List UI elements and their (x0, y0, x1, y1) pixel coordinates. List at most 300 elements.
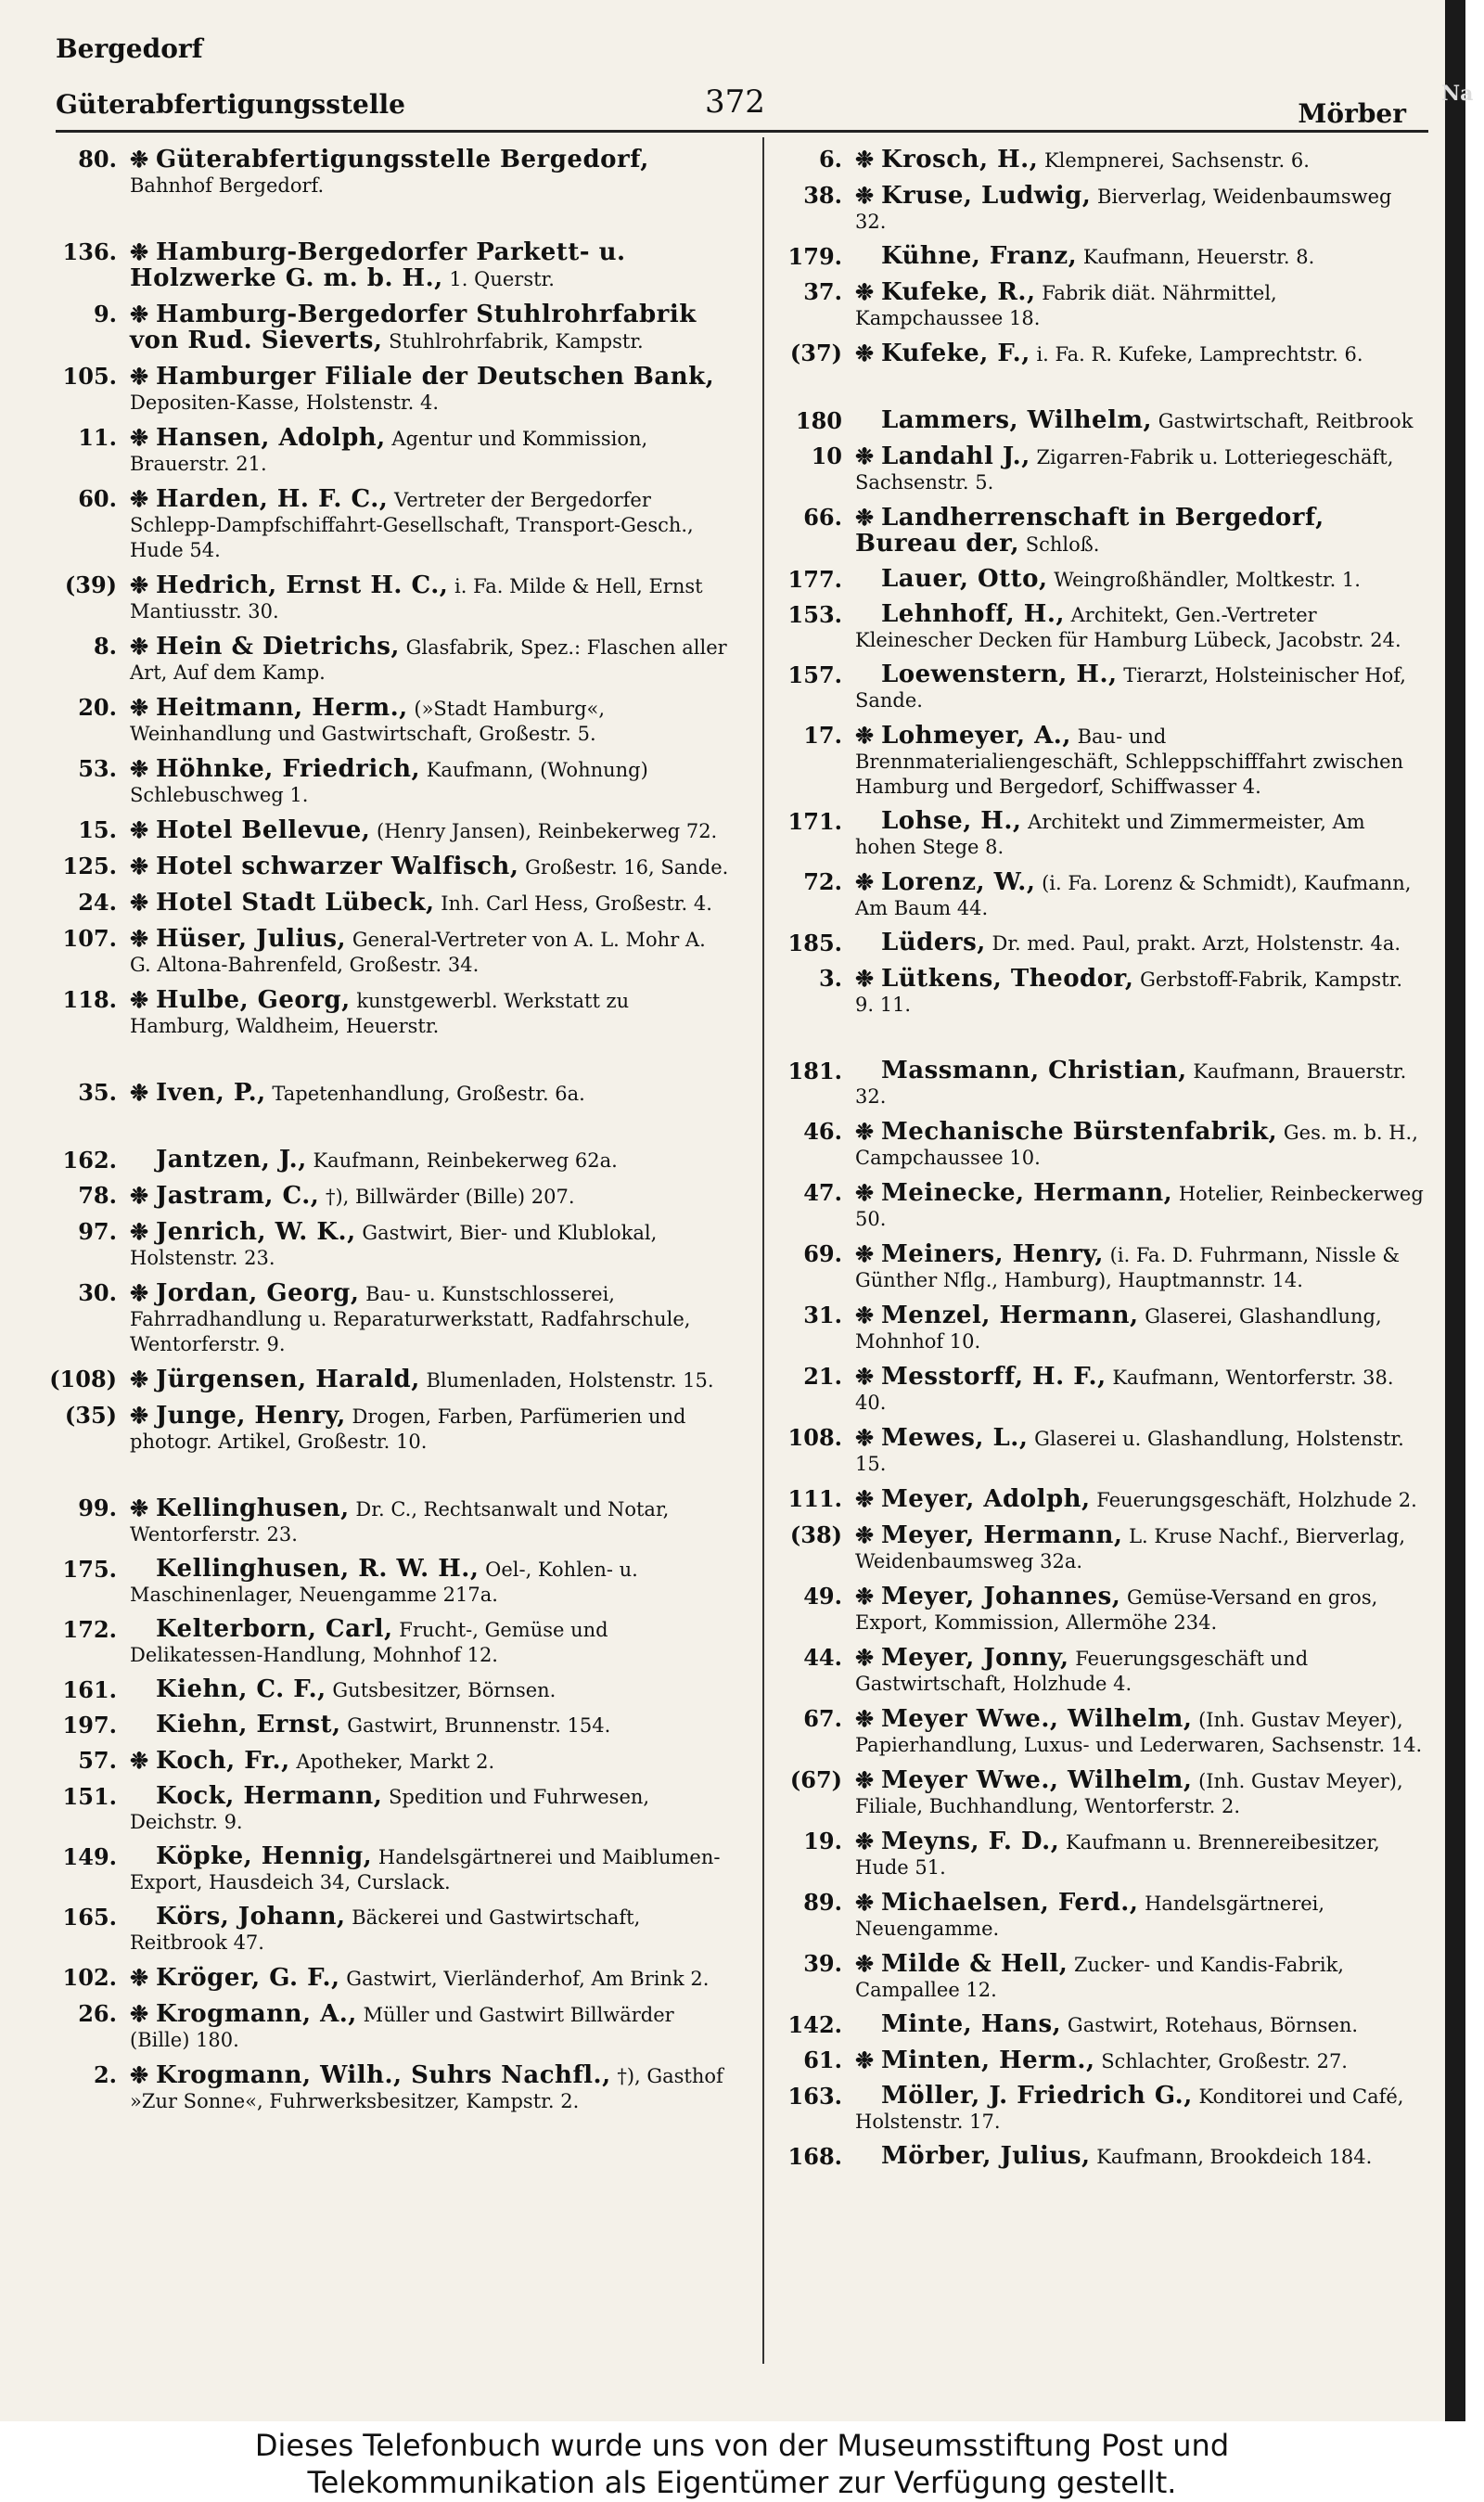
entry-number: 8. (93, 633, 117, 660)
entry-description: Klempnerei, Sachsenstr. 6. (1043, 149, 1310, 172)
directory-entry (770, 662, 1426, 713)
entry-description: Handelsgärtnerei, Neuengamme. (855, 1893, 1325, 1940)
entry-name: Mörber, Julius, (881, 2142, 1091, 2170)
entry-description: Feuerungsgeschäft und Gastwirtschaft, Holzhude 4. (855, 1648, 1309, 1695)
entry-number: 2. (93, 2061, 117, 2088)
telephone-mark-icon: ❉ (855, 1766, 875, 1793)
telephone-mark-icon: ❉ (130, 1366, 149, 1392)
directory-entry (45, 1495, 731, 1547)
directory-entry (45, 1713, 731, 1739)
entry-spacer (45, 1116, 731, 1148)
entry-name: Hamburg-Bergedorfer Parkett- u. Holzwerke G. m. b. H., (130, 238, 626, 292)
entry-name: Kellinghusen, R. W. H., (156, 1555, 480, 1583)
directory-entry (770, 809, 1426, 860)
entry-number: 105. (62, 363, 117, 390)
telephone-mark-icon: ❉ (855, 722, 875, 749)
entry-name: Kruse, Ludwig, (881, 182, 1092, 210)
directory-entry (770, 1180, 1426, 1232)
entry-name: Hansen, Adolph, (156, 424, 386, 452)
entry-number: 10 (811, 443, 842, 469)
entry-name: Loewenstern, H., (881, 661, 1118, 688)
entry-name: Jenrich, W. K., (156, 1218, 356, 1246)
telephone-mark-icon: ❉ (130, 694, 149, 721)
entry-description: Hotelier, Reinbeckerweg 50. (855, 1183, 1424, 1230)
entry-number: 11. (78, 424, 117, 451)
entry-number: 69. (803, 1240, 842, 1267)
entry-body (130, 1713, 731, 1739)
entry-body (855, 1767, 1426, 1819)
directory-entry (45, 1366, 731, 1393)
directory-entry (770, 1302, 1426, 1354)
entry-name: Kufeke, R., (881, 278, 1036, 306)
entry-body (130, 364, 731, 416)
telephone-mark-icon: ❉ (130, 2000, 149, 2027)
entry-name: Kiehn, Ernst, (156, 1711, 341, 1739)
entry-number: 57. (78, 1747, 117, 1774)
entry-body (130, 486, 731, 563)
entry-body (855, 147, 1426, 173)
entry-spacer (45, 1048, 731, 1080)
directory-entry (45, 2062, 731, 2114)
entry-description: Bau- und Brennmaterialiengeschäft, Schleppschifffahrt zwischen Hamburg und Bergedorf, Schiffwasser 4. (855, 725, 1404, 798)
directory-entry (45, 1080, 731, 1107)
entry-description: Konditorei und Café, Holstenstr. 17. (855, 2085, 1404, 2133)
entry-body (130, 1905, 731, 1956)
entry-number: 60. (78, 485, 117, 512)
entry-number: 72. (803, 868, 842, 895)
directory-entry (45, 1844, 731, 1895)
page-first-entry-heading: Güterabfertigungsstelle (56, 89, 405, 120)
entry-body (130, 1844, 731, 1895)
entry-body (855, 1890, 1426, 1942)
directory-entry (770, 2144, 1426, 2170)
entry-description: kunstgewerbl. Werkstatt zu Hamburg, Waldheim, Heuerstr. (130, 990, 630, 1037)
directory-entry (45, 1183, 731, 1210)
entry-name: Kock, Hermann, (156, 1782, 383, 1810)
entry-number: 179. (787, 243, 842, 270)
telephone-mark-icon: ❉ (855, 443, 875, 469)
telephone-mark-icon: ❉ (855, 1424, 875, 1451)
entry-body (130, 1219, 731, 1271)
entry-description: Fabrik diät. Nährmittel, Kampchaussee 18. (855, 282, 1277, 329)
entry-body (855, 1241, 1426, 1293)
entry-body (855, 2012, 1426, 2038)
entry-number: 157. (787, 661, 842, 688)
entry-description: Gastwirt, Vierländerhof, Am Brink 2. (346, 1968, 710, 1990)
entry-name: Kelterborn, Carl, (156, 1615, 393, 1643)
entry-body (855, 2084, 1426, 2135)
directory-entry (45, 1280, 731, 1357)
directory-entry (770, 1522, 1426, 1574)
entry-number: 99. (78, 1495, 117, 1521)
entry-body (130, 756, 731, 808)
adjacent-page-edge (1445, 0, 1465, 2421)
entry-name: Hüser, Julius, (156, 925, 347, 953)
entry-name: Möller, J. Friedrich G., (881, 2082, 1193, 2110)
entry-name: Lammers, Wilhelm, (881, 406, 1153, 434)
telephone-mark-icon: ❉ (855, 340, 875, 366)
entry-name: Kellinghusen, (156, 1495, 350, 1522)
directory-entry (770, 1241, 1426, 1293)
entry-body (130, 1495, 731, 1547)
telephone-mark-icon: ❉ (130, 986, 149, 1013)
telephone-mark-icon: ❉ (130, 1402, 149, 1429)
directory-entry (45, 1403, 731, 1455)
directory-entry (770, 279, 1426, 331)
entry-number: 97. (78, 1218, 117, 1245)
entry-name: Meyns, F. D., (881, 1828, 1060, 1855)
entry-number: 24. (78, 889, 117, 916)
entry-body (855, 244, 1426, 270)
entry-number: 142. (787, 2011, 842, 2038)
entry-body (855, 1486, 1426, 1513)
entry-description: Spedition und Fuhrwesen, Deichstr. 9. (130, 1786, 650, 1833)
entry-description: Zucker- und Kandis-Fabrik, Campallee 12. (855, 1954, 1344, 2001)
entry-body (855, 1645, 1426, 1697)
entry-name: Höhnke, Friedrich, (156, 755, 421, 783)
entry-body (855, 505, 1426, 558)
telephone-mark-icon: ❉ (855, 2047, 875, 2073)
telephone-mark-icon: ❉ (130, 633, 149, 660)
telephone-mark-icon: ❉ (855, 1950, 875, 1977)
directory-entry (770, 1767, 1426, 1819)
entry-description: Dr. med. Paul, prakt. Arzt, Holstenstr. 4a. (991, 932, 1401, 955)
entry-description: Feuerungsgeschäft, Holzhude 2. (1096, 1489, 1417, 1511)
entry-description: Glasfabrik, Spez.: Flaschen aller Art, Auf dem Kamp. (130, 636, 727, 684)
entry-description: Gutsbesitzer, Börnsen. (332, 1679, 556, 1701)
entry-body (130, 1183, 731, 1210)
telephone-mark-icon: ❉ (130, 363, 149, 390)
entry-body (855, 869, 1426, 921)
entry-body (855, 567, 1426, 593)
entry-description: Kaufmann u. Brennereibesitzer, Hude 51. (855, 1831, 1380, 1879)
telephone-mark-icon: ❉ (130, 2061, 149, 2088)
entry-description: Weingroßhändler, Moltkestr. 1. (1054, 569, 1361, 591)
entry-name: Güterabfertigungsstelle Bergedorf, (156, 146, 649, 173)
entry-number: 118. (62, 986, 117, 1013)
entry-description: Dr. C., Rechtsanwalt und Notar, Wentorferstr. 23. (130, 1498, 670, 1546)
directory-entry (770, 567, 1426, 593)
entry-number: 46. (803, 1118, 842, 1145)
entry-description: Tapetenhandlung, Großestr. 6a. (272, 1083, 585, 1105)
entry-number: 20. (78, 694, 117, 721)
entry-name: Minte, Hans, (881, 2010, 1062, 2038)
directory-entry (45, 1905, 731, 1956)
directory-entry (45, 1148, 731, 1174)
footer-line-1: Dieses Telefonbuch wurde uns von der Museumsstiftung Post und (254, 2428, 1230, 2463)
directory-entry (45, 147, 731, 199)
entry-number: 125. (62, 853, 117, 879)
entry-number: (37) (789, 340, 842, 366)
entry-name: Meyer Wwe., Wilhelm, (881, 1766, 1193, 1794)
telephone-mark-icon: ❉ (130, 925, 149, 952)
directory-entry (45, 1219, 731, 1271)
directory-entry (45, 364, 731, 416)
entry-number: 172. (62, 1616, 117, 1643)
entry-description: Kaufmann, Brauerstr. 32. (855, 1060, 1407, 1108)
entry-body (855, 2144, 1426, 2170)
entry-name: Jantzen, J., (156, 1146, 307, 1174)
entry-name: Minten, Herm., (881, 2047, 1095, 2074)
entry-name: Jastram, C., (156, 1182, 320, 1210)
telephone-mark-icon: ❉ (855, 868, 875, 895)
entry-number: 107. (62, 925, 117, 952)
directory-entry (770, 1890, 1426, 1942)
page-last-entry-heading: Mörber (1298, 98, 1406, 129)
entry-body (855, 809, 1426, 860)
telephone-mark-icon: ❉ (855, 1583, 875, 1610)
entry-description: Müller und Gastwirt Billwärder (Bille) 180. (130, 2004, 674, 2051)
entry-body (130, 890, 731, 917)
entry-number: 185. (787, 930, 842, 956)
entry-body (130, 572, 731, 624)
directory-entry (45, 756, 731, 808)
entry-description: Apotheker, Markt 2. (296, 1751, 495, 1773)
entry-spacer (770, 1027, 1426, 1059)
entry-number: 9. (93, 301, 117, 327)
entry-number: 80. (78, 146, 117, 173)
header-rule (56, 130, 1428, 133)
entry-name: Meyer Wwe., Wilhelm, (881, 1705, 1193, 1733)
directory-entry (45, 2001, 731, 2053)
entry-description: Kaufmann, Wentorferstr. 38. 40. (855, 1366, 1394, 1414)
directory-entry (770, 340, 1426, 367)
entry-body (855, 443, 1426, 495)
directory-entry (770, 966, 1426, 1018)
entry-body (855, 1119, 1426, 1171)
entry-name: Meiners, Henry, (881, 1240, 1104, 1268)
entry-body (855, 723, 1426, 800)
entry-name: Krogmann, Wilh., Suhrs Nachfl., (156, 2061, 611, 2089)
entry-description: Agentur und Kommission, Brauerstr. 21. (130, 428, 648, 475)
entry-number: 67. (803, 1705, 842, 1732)
entry-name: Lauer, Otto, (881, 565, 1048, 593)
telephone-mark-icon: ❉ (855, 1485, 875, 1512)
entry-body (130, 987, 731, 1039)
entry-body (855, 1425, 1426, 1477)
entry-name: Landherrenschaft in Bergedorf, Bureau der, (855, 504, 1324, 558)
entry-description: Inh. Carl Hess, Großestr. 4. (441, 892, 712, 915)
directory-entry (45, 634, 731, 686)
entry-number: 149. (62, 1843, 117, 1870)
entry-number: 66. (803, 504, 842, 531)
entry-description: Gemüse-Versand en gros, Export, Kommission, Allermöhe 234. (855, 1586, 1378, 1634)
entry-name: Milde & Hell, (881, 1950, 1068, 1978)
telephone-mark-icon: ❉ (130, 1495, 149, 1521)
telephone-mark-icon: ❉ (130, 571, 149, 598)
directory-entry (770, 2047, 1426, 2074)
entry-description: Großestr. 16, Sande. (525, 856, 729, 879)
entry-number: 163. (787, 2083, 842, 2110)
entry-number: 6. (818, 146, 842, 173)
directory-entry (770, 147, 1426, 173)
entry-body (130, 1148, 731, 1174)
entry-name: Menzel, Hermann, (881, 1302, 1139, 1329)
entry-number: 30. (78, 1279, 117, 1306)
entry-name: Massmann, Christian, (881, 1057, 1187, 1084)
entry-name: Heitmann, Herm., (156, 694, 408, 722)
telephone-mark-icon: ❉ (855, 1118, 875, 1145)
entry-description: Stuhlrohrfabrik, Kampstr. (389, 330, 644, 353)
entry-number: 19. (803, 1828, 842, 1854)
entry-description: Depositen-Kasse, Holstenstr. 4. (130, 391, 440, 414)
entry-body (855, 1828, 1426, 1880)
entry-name: Kühne, Franz, (881, 242, 1078, 270)
entry-body (130, 425, 731, 477)
entry-description: Ges. m. b. H., Campchaussee 10. (855, 1122, 1418, 1169)
entry-number: 89. (803, 1889, 842, 1916)
entry-name: Hedrich, Ernst H. C., (156, 571, 449, 599)
entry-body (130, 1748, 731, 1775)
entry-number: 38. (803, 182, 842, 209)
entry-name: Meyer, Johannes, (881, 1583, 1121, 1610)
entry-description: Kaufmann, Reinbekerweg 62a. (313, 1149, 618, 1172)
entry-name: Lütkens, Theodor, (881, 965, 1134, 993)
entry-number: (35) (64, 1402, 117, 1429)
entry-body (855, 1951, 1426, 2003)
entry-body (855, 1364, 1426, 1416)
entry-description: Schloß. (1025, 533, 1100, 556)
entry-description: Oel-, Kohlen- u. Maschinenlager, Neuengamme 217a. (130, 1559, 638, 1606)
directory-entry (770, 1059, 1426, 1110)
entry-description: (Inh. Gustav Meyer), Filiale, Buchhandlung, Wentorferstr. 2. (855, 1770, 1403, 1817)
page-place-heading: Bergedorf (56, 33, 203, 64)
entry-body (130, 1784, 731, 1835)
directory-entry (45, 302, 731, 354)
entry-body (855, 183, 1426, 235)
entry-name: Krosch, H., (881, 146, 1039, 173)
entry-spacer (770, 377, 1426, 408)
entry-name: Meinecke, Hermann, (881, 1179, 1173, 1207)
entry-name: Hotel Stadt Lübeck, (156, 889, 435, 917)
directory-entry (45, 926, 731, 978)
telephone-mark-icon: ❉ (855, 1521, 875, 1548)
entry-description: L. Kruse Nachf., Bierverlag, Weidenbaumsweg 32a. (855, 1525, 1406, 1572)
entry-name: Lorenz, W., (881, 868, 1036, 896)
entry-description: Glaserei u. Glashandlung, Holstenstr. 15. (855, 1428, 1404, 1475)
directory-entry (770, 1951, 1426, 2003)
entry-number: 161. (62, 1676, 117, 1703)
entry-description: (Henry Jansen), Reinbekerweg 72. (377, 820, 718, 842)
entry-description: Architekt, Gen.-Vertreter Kleinescher Decken für Hamburg Lübeck, Jacobstr. 24. (855, 604, 1401, 651)
page-number: 372 (705, 83, 765, 121)
entry-body (130, 817, 731, 844)
directory-entry (45, 853, 731, 880)
entry-number: 47. (803, 1179, 842, 1206)
directory-entry (45, 890, 731, 917)
entry-number: 108. (787, 1424, 842, 1451)
entry-spacer (45, 208, 731, 239)
directory-entry (770, 408, 1426, 434)
entry-body (130, 1403, 731, 1455)
entry-body (130, 147, 731, 199)
entry-number: 175. (62, 1556, 117, 1583)
telephone-mark-icon: ❉ (855, 1302, 875, 1328)
entry-description: Bäckerei und Gastwirtschaft, Reitbrook 47. (130, 1906, 641, 1954)
entry-body (855, 1584, 1426, 1636)
entry-number: 111. (787, 1485, 842, 1512)
entry-body (855, 2047, 1426, 2074)
entry-description: (i. Fa. Lorenz & Schmidt), Kaufmann, Am Baum 44. (855, 872, 1412, 919)
entry-name: Hamburg-Bergedorfer Stuhlrohrfabrik von Rud. Sieverts, (130, 301, 697, 354)
entry-description: Handelsgärtnerei und Maiblumen-Export, Hausdeich 34, Curslack. (130, 1846, 721, 1893)
entry-body (855, 1706, 1426, 1758)
entry-description: Gastwirt, Rotehaus, Börnsen. (1067, 2014, 1359, 2036)
entry-body (130, 634, 731, 686)
directory-entry (45, 987, 731, 1039)
entry-number: 31. (803, 1302, 842, 1328)
entry-body (855, 1059, 1426, 1110)
directory-entry (45, 1617, 731, 1668)
directory-entry (770, 602, 1426, 653)
entry-body (130, 302, 731, 354)
directory-entry (770, 1645, 1426, 1697)
entry-name: Köpke, Hennig, (156, 1842, 373, 1870)
entry-number: (39) (64, 571, 117, 598)
adjacent-page-text: Na (1441, 82, 1474, 106)
entry-description: (»Stadt Hamburg«, Weinhandlung und Gastwirtschaft, Großestr. 5. (130, 698, 606, 745)
entry-name: Iven, P., (156, 1079, 266, 1107)
entry-name: Koch, Fr., (156, 1747, 290, 1775)
directory-entry (770, 1364, 1426, 1416)
directory-entry (45, 486, 731, 563)
entry-description: 1. Querstr. (449, 268, 555, 290)
entry-number: 3. (818, 965, 842, 992)
entry-description: Drogen, Farben, Parfümerien und photogr. Artikel, Großestr. 10. (130, 1405, 686, 1453)
directory-entry (45, 1965, 731, 1992)
directory-entry (770, 2012, 1426, 2038)
entry-body (130, 239, 731, 292)
entry-description: Kaufmann, Heuerstr. 8. (1082, 246, 1315, 268)
entry-name: Mechanische Bürstenfabrik, (881, 1118, 1278, 1146)
entry-name: Hotel schwarzer Walfisch, (156, 853, 519, 880)
telephone-mark-icon: ❉ (855, 1889, 875, 1916)
telephone-mark-icon: ❉ (855, 965, 875, 992)
directory-entry (770, 2084, 1426, 2135)
telephone-mark-icon: ❉ (855, 146, 875, 173)
entry-name: Harden, H. F. C., (156, 485, 389, 513)
telephone-mark-icon: ❉ (130, 1079, 149, 1106)
entry-number: 165. (62, 1904, 117, 1931)
entry-description: Frucht-, Gemüse und Delikatessen-Handlung, Mohnhof 12. (130, 1619, 608, 1666)
telephone-mark-icon: ❉ (130, 1747, 149, 1774)
entry-description: Schlachter, Großestr. 27. (1101, 2050, 1348, 2072)
telephone-mark-icon: ❉ (130, 146, 149, 173)
entry-body (130, 1617, 731, 1668)
entry-body (130, 926, 731, 978)
directory-entry (45, 425, 731, 477)
entry-number: 162. (62, 1147, 117, 1174)
entry-number: 153. (787, 601, 842, 628)
entry-name: Lohse, H., (881, 807, 1022, 835)
entry-name: Landahl J., (881, 443, 1030, 470)
telephone-mark-icon: ❉ (855, 1644, 875, 1671)
directory-entry (770, 1828, 1426, 1880)
entry-description: Gerbstoff-Fabrik, Kampstr. 9. 11. (855, 969, 1403, 1016)
right-column (770, 147, 1426, 2179)
telephone-mark-icon: ❉ (130, 1182, 149, 1209)
entry-description: i. Fa. Milde & Hell, Ernst Mantiusstr. 30. (130, 575, 703, 622)
telephone-mark-icon: ❉ (130, 755, 149, 782)
entry-name: Kiehn, C. F., (156, 1675, 326, 1703)
entry-description: Zigarren-Fabrik u. Lotteriegeschäft, Sachsenstr. 5. (855, 446, 1394, 494)
entry-number: 21. (803, 1363, 842, 1390)
entry-body (130, 853, 731, 880)
telephone-mark-icon: ❉ (130, 485, 149, 512)
entry-number: 39. (803, 1950, 842, 1977)
entry-number: 53. (78, 755, 117, 782)
entry-name: Messtorff, H. F., (881, 1363, 1107, 1391)
